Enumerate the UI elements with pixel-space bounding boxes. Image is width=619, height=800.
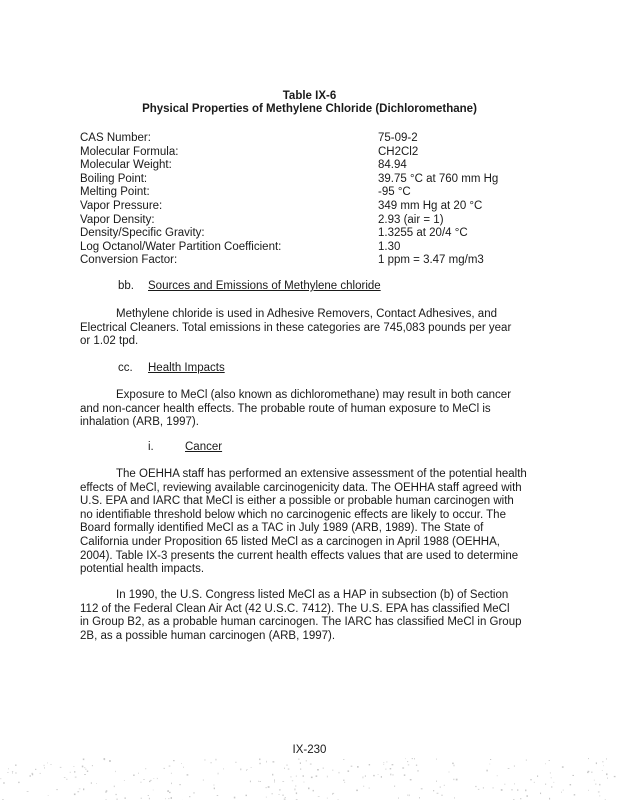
text-line: The OEHHA staff has performed an extensive assessment of the potential health	[116, 468, 527, 480]
property-label: Vapor Pressure:	[80, 199, 163, 212]
text-line: U.S. EPA and IARC that MeCl is either a possible or probable human carcinogen with	[80, 495, 514, 508]
property-row	[80, 214, 560, 228]
property-value: 2.93 (air = 1)	[378, 213, 444, 226]
text-line: no identifiable threshold below which no carcinogenic effects are likely to occur. The	[80, 508, 506, 521]
property-row	[80, 200, 560, 214]
properties-table	[80, 132, 560, 268]
paragraph-cancer-2	[80, 589, 540, 643]
property-row	[80, 146, 560, 160]
section-heading: Health Impacts	[148, 362, 225, 374]
property-value: 84.94	[378, 159, 407, 172]
text-line: 2B, as a possible human carcinogen (ARB, 1997).	[80, 629, 336, 642]
section-heading: Sources and Emissions of Methylene chloride	[148, 280, 381, 292]
text-line: Methylene chloride is used in Adhesive Removers, Contact Adhesives, and	[116, 308, 497, 320]
text-line: Electrical Cleaners. Total emissions in these categories are 745,083 pounds per year	[80, 321, 512, 334]
section-number: cc.	[118, 362, 133, 374]
table-number: Table IX-6	[282, 90, 337, 102]
text-line: California under Proposition 65 listed MeCl as a carcinogen in April 1988 (OEHHA,	[80, 535, 500, 548]
property-value: -95 °C	[378, 186, 411, 199]
text-line: 112 of the Federal Clean Air Act (42 U.S.C. 7412). The U.S. EPA has classified MeCl	[80, 602, 510, 615]
text-line: 2004). Table IX-3 presents the current health effects values that are used to determine	[80, 549, 519, 562]
property-label: Molecular Weight:	[80, 159, 172, 172]
property-label: CAS Number:	[80, 132, 151, 144]
page-number: IX-230	[292, 744, 327, 756]
property-row	[80, 227, 560, 241]
text-line: in Group B2, as a probable human carcinogen. The IARC has classified MeCl in Group	[80, 616, 522, 629]
property-row	[80, 173, 560, 187]
text-line: inhalation (ARB, 1997).	[80, 416, 199, 429]
property-label: Conversion Factor:	[80, 254, 178, 267]
property-value: CH2Cl2	[378, 145, 419, 158]
property-value: 75-09-2	[378, 132, 418, 144]
section-heading: Cancer	[185, 441, 223, 453]
paragraph-cancer-1	[80, 468, 540, 577]
text-line: effects of MeCl, reviewing available carcinogenicity data. The OEHHA staff agreed with	[80, 481, 522, 494]
property-label: Vapor Density:	[80, 213, 155, 226]
property-value: 1.3255 at 20/4 °C	[378, 227, 468, 240]
section-number: i.	[148, 441, 154, 453]
text-line: or 1.02 tpd.	[80, 335, 139, 348]
property-row	[80, 254, 560, 268]
property-label: Log Octanol/Water Partition Coefficient:	[80, 240, 282, 253]
property-row	[80, 186, 560, 200]
text-line: and non-cancer health effects. The probable route of human exposure to MeCl is	[80, 402, 491, 415]
property-value: 1.30	[378, 240, 401, 253]
property-label: Melting Point:	[80, 186, 150, 199]
property-row	[80, 159, 560, 173]
property-row	[80, 132, 560, 146]
property-value: 1 ppm = 3.47 mg/m3	[378, 254, 484, 267]
table-title: Physical Properties of Methylene Chloride (Dichloromethane)	[142, 103, 477, 115]
property-label: Molecular Formula:	[80, 145, 179, 158]
property-value: 349 mm Hg at 20 °C	[378, 199, 483, 212]
text-line: Exposure to MeCl (also known as dichloromethane) may result in both cancer	[116, 389, 512, 401]
text-line: potential health impacts.	[80, 563, 205, 576]
property-label: Density/Specific Gravity:	[80, 227, 205, 240]
section-number: bb.	[118, 280, 134, 292]
property-label: Boiling Point:	[80, 172, 148, 185]
paragraph-health	[80, 389, 540, 430]
text-line: Board formally identified MeCl as a TAC in July 1989 (ARB, 1989). The State of	[80, 522, 484, 535]
paragraph-sources	[80, 308, 540, 349]
property-value: 39.75 °C at 760 mm Hg	[378, 172, 499, 185]
property-row	[80, 241, 560, 255]
text-line: In 1990, the U.S. Congress listed MeCl as a HAP in subsection (b) of Section	[116, 589, 509, 601]
scan-noise	[0, 748, 619, 800]
